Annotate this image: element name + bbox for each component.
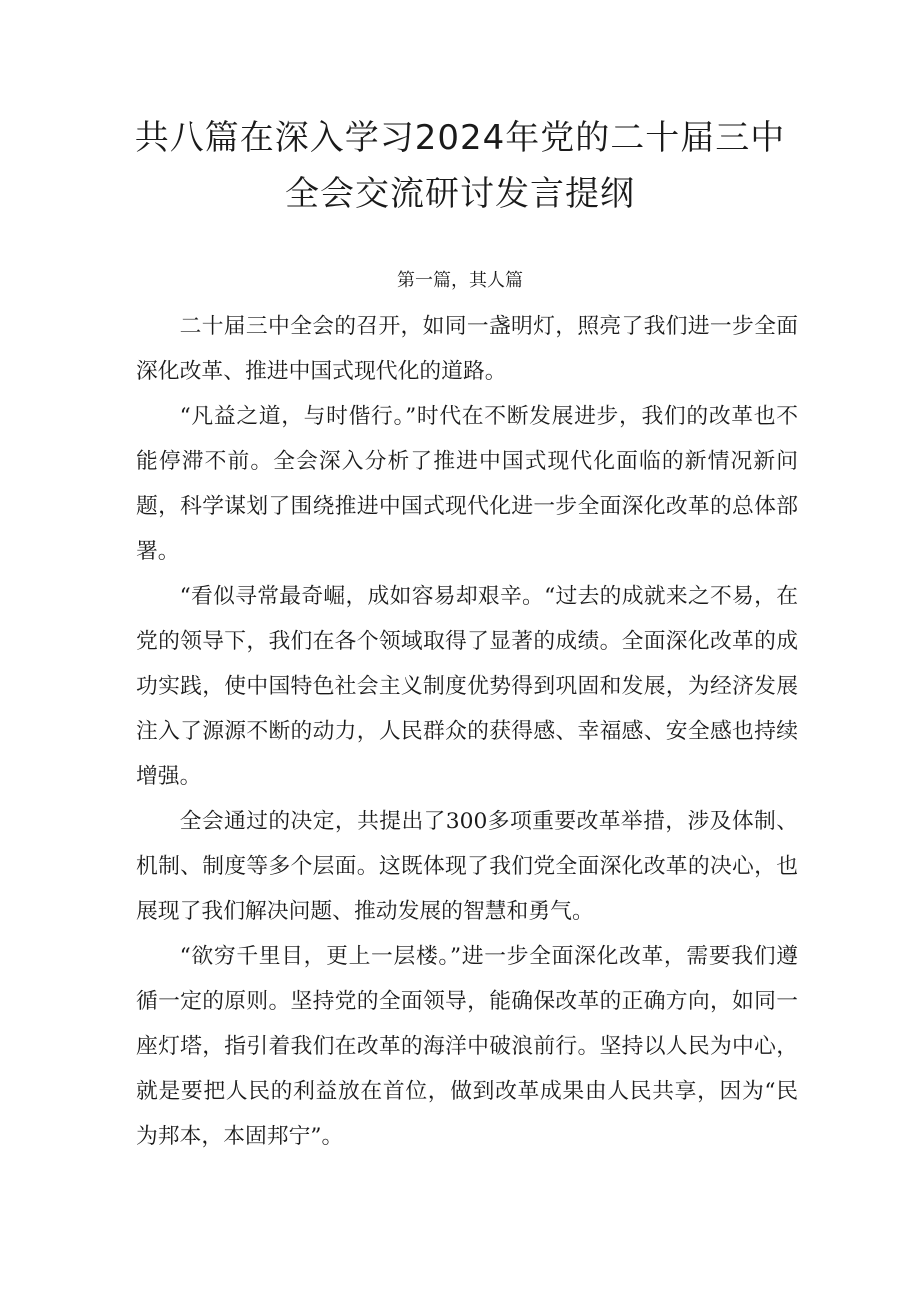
document-title-line-1: 共八篇在深入学习2024年党的二十届三中 — [134, 118, 786, 158]
paragraph: “欲穷千里目，更上一层楼。”进一步全面深化改革，需要我们遵循一定的原则。坚持党的全面领导，能确保改革的正确方向，如同一座灯塔，指引着我们在改革的海洋中破浪前行。坚持以人民为中心，就是要把人民的利益放在首位，做到改革成果由人民共享，因为“民为邦本，本固邦宁”。 — [136, 944, 798, 1149]
paragraph: 全会通过的决定，共提出了300多项重要改革举措，涉及体制、机制、制度等多个层面。这既体现了我们党全面深化改革的决心，也展现了我们解决问题、推动发展的智慧和勇气。 — [136, 809, 798, 924]
section-heading: 第一篇，其人篇 — [397, 270, 523, 291]
paragraph: “看似寻常最奇崛，成如容易却艰辛。“过去的成就来之不易，在党的领导下，我们在各个领域取得了显著的成绩。全面深化改革的成功实践，使中国特色社会主义制度优势得到巩固和发展，为经济发展注入了源源不断的动力，人民群众的获得感、幸福感、安全感也持续增强。 — [136, 584, 798, 789]
document-title-line-2: 全会交流研讨发言提纲 — [285, 174, 635, 214]
paragraph: “凡益之道，与时偕行。”时代在不断发展进步，我们的改革也不能停滞不前。全会深入分析了推进中国式现代化面临的新情况新问题，科学谋划了围绕推进中国式现代化进一步全面深化改革的总体部署。 — [136, 404, 798, 564]
paragraph: 二十届三中全会的召开，如同一盏明灯，照亮了我们进一步全面深化改革、推进中国式现代化的道路。 — [136, 314, 798, 384]
document-body — [136, 304, 798, 1159]
